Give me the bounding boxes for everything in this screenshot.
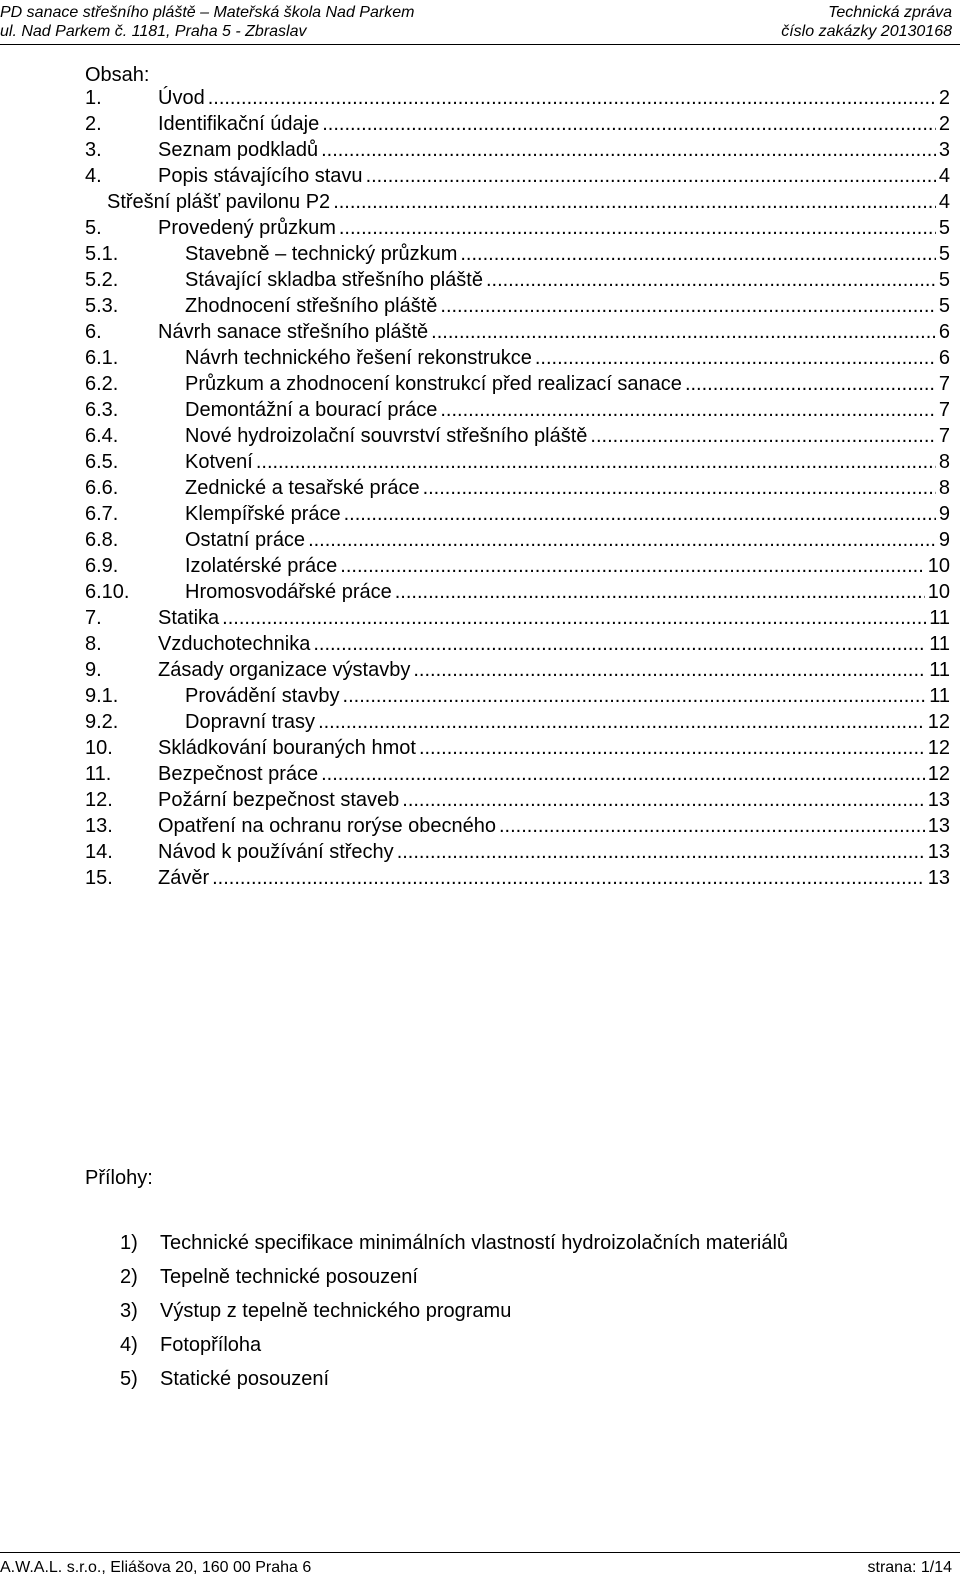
toc-page: 9 — [938, 529, 950, 551]
toc-text: Dopravní trasy — [185, 711, 316, 733]
toc-text: Zhodnocení střešního pláště — [185, 295, 438, 317]
attachments-list — [120, 1230, 788, 1400]
toc-item[interactable] — [85, 579, 950, 605]
toc-item[interactable] — [85, 839, 950, 865]
toc-item[interactable] — [85, 631, 950, 657]
toc-number: 8. — [85, 633, 102, 655]
toc-text: Návod k používání střechy — [158, 841, 394, 863]
toc-page: 10 — [927, 555, 950, 577]
toc-page: 12 — [927, 711, 950, 733]
toc-text: Skládkování bouraných hmot — [158, 737, 416, 759]
toc-leader — [321, 137, 936, 163]
attachment-text: Výstup z tepelně technického programu — [160, 1300, 512, 1322]
toc-leader — [440, 397, 936, 423]
toc-page: 7 — [938, 373, 950, 395]
toc-item[interactable] — [85, 345, 950, 371]
header-divider — [0, 44, 960, 45]
toc-item[interactable] — [85, 423, 950, 449]
toc-text: Provádění stavby — [185, 685, 340, 707]
toc-page: 11 — [929, 633, 950, 655]
toc-item[interactable] — [85, 709, 950, 735]
toc-number: 4. — [85, 165, 102, 187]
toc-leader — [222, 605, 926, 631]
toc-page: 13 — [927, 867, 950, 889]
toc-number: 2. — [85, 113, 102, 135]
toc-leader — [431, 319, 936, 345]
attachment-number: 2) — [120, 1266, 138, 1288]
toc-text: Požární bezpečnost staveb — [158, 789, 400, 811]
toc-text: Zednické a tesařské práce — [185, 477, 420, 499]
toc-leader — [322, 111, 936, 137]
toc-text: Návrh sanace střešního pláště — [158, 321, 429, 343]
toc-item[interactable] — [85, 761, 950, 787]
toc-item[interactable] — [85, 501, 950, 527]
toc-page: 13 — [927, 815, 950, 837]
toc-text: Úvod — [158, 87, 205, 109]
attachment-item — [120, 1298, 788, 1332]
toc-leader — [212, 865, 925, 891]
toc-number: 6.8. — [85, 529, 119, 551]
toc-page: 13 — [927, 789, 950, 811]
header-address: ul. Nad Parkem č. 1181, Praha 5 - Zbraslav — [0, 23, 307, 40]
toc-item[interactable] — [85, 371, 950, 397]
toc-text: Ostatní práce — [185, 529, 306, 551]
toc-leader — [313, 631, 926, 657]
toc-page: 10 — [927, 581, 950, 603]
toc-leader — [440, 293, 935, 319]
toc-leader — [685, 371, 936, 397]
table-of-contents — [85, 85, 950, 891]
toc-leader — [333, 189, 936, 215]
toc-title: Obsah: — [85, 64, 150, 86]
toc-number: 5.3. — [85, 295, 119, 317]
toc-text: Klempířské práce — [185, 503, 341, 525]
toc-number: 6.2. — [85, 373, 119, 395]
toc-page: 5 — [938, 243, 950, 265]
toc-item[interactable] — [85, 657, 950, 683]
toc-page: 5 — [938, 217, 950, 239]
attachment-item — [120, 1332, 788, 1366]
toc-item[interactable] — [85, 267, 950, 293]
toc-text: Stávající skladba střešního pláště — [185, 269, 483, 291]
toc-text: Provedený průzkum — [158, 217, 336, 239]
toc-number: 10. — [85, 737, 113, 759]
toc-number: 13. — [85, 815, 113, 837]
attachments-title: Přílohy: — [85, 1167, 153, 1189]
toc-item[interactable] — [85, 241, 950, 267]
toc-number: 6.1. — [85, 347, 119, 369]
toc-item[interactable] — [85, 527, 950, 553]
toc-leader — [486, 267, 936, 293]
attachment-text: Technické specifikace minimálních vlastností hydroizolačních materiálů — [160, 1232, 789, 1254]
toc-text: Kotvení — [185, 451, 253, 473]
toc-page: 6 — [938, 347, 950, 369]
toc-text: Demontážní a bourací práce — [185, 399, 438, 421]
toc-page: 9 — [938, 503, 950, 525]
toc-leader — [535, 345, 936, 371]
toc-number: 6.6. — [85, 477, 119, 499]
toc-text: Seznam podkladů — [158, 139, 319, 161]
toc-item[interactable] — [85, 189, 950, 215]
toc-page: 12 — [927, 737, 950, 759]
toc-page: 8 — [938, 477, 950, 499]
toc-page: 12 — [927, 763, 950, 785]
toc-number: 6.4. — [85, 425, 119, 447]
toc-page: 8 — [938, 451, 950, 473]
toc-page: 6 — [938, 321, 950, 343]
toc-text: Střešní plášť pavilonu P2 — [107, 191, 331, 213]
toc-item[interactable] — [85, 787, 950, 813]
toc-leader — [318, 709, 925, 735]
header-project-title: PD sanace střešního pláště – Mateřská škola Nad Parkem — [0, 4, 415, 21]
toc-number: 6.9. — [85, 555, 119, 577]
toc-item[interactable] — [85, 111, 950, 137]
toc-text: Stavebně – technický průzkum — [185, 243, 458, 265]
toc-number: 6.5. — [85, 451, 119, 473]
toc-leader — [460, 241, 936, 267]
toc-page: 3 — [938, 139, 950, 161]
toc-item[interactable] — [85, 553, 950, 579]
toc-text: Bezpečnost práce — [158, 763, 319, 785]
footer-divider — [0, 1552, 960, 1553]
footer-company: A.W.A.L. s.r.o., Eliášova 20, 160 00 Praha 6 — [0, 1559, 312, 1576]
attachment-number: 1) — [120, 1232, 138, 1254]
toc-text: Návrh technického řešení rekonstrukce — [185, 347, 532, 369]
toc-leader — [499, 813, 925, 839]
toc-page: 11 — [929, 685, 950, 707]
toc-leader — [402, 787, 924, 813]
toc-text: Opatření na ochranu rorýse obecného — [158, 815, 496, 837]
attachment-text: Fotopříloha — [160, 1334, 262, 1356]
toc-item[interactable] — [85, 735, 950, 761]
toc-leader — [344, 501, 936, 527]
header-order-number: číslo zakázky 20130168 — [781, 23, 952, 40]
toc-item[interactable] — [85, 683, 950, 709]
toc-page: 11 — [929, 659, 950, 681]
toc-leader — [321, 761, 925, 787]
toc-item[interactable] — [85, 85, 950, 111]
toc-page: 2 — [938, 87, 950, 109]
toc-leader — [423, 475, 936, 501]
toc-text: Vzduchotechnika — [158, 633, 311, 655]
toc-item[interactable] — [85, 605, 950, 631]
toc-text: Průzkum a zhodnocení konstrukcí před realizací sanace — [185, 373, 682, 395]
toc-leader — [366, 163, 936, 189]
toc-text: Izolatérské práce — [185, 555, 338, 577]
toc-number: 1. — [85, 87, 102, 109]
toc-leader — [339, 215, 936, 241]
toc-page: 4 — [938, 191, 950, 213]
toc-leader — [256, 449, 936, 475]
toc-number: 6.7. — [85, 503, 119, 525]
toc-number: 6. — [85, 321, 102, 343]
toc-number: 12. — [85, 789, 113, 811]
attachment-text: Tepelně technické posouzení — [160, 1266, 418, 1288]
attachment-item — [120, 1366, 788, 1400]
toc-text: Nové hydroizolační souvrství střešního pláště — [185, 425, 588, 447]
toc-number: 5.1. — [85, 243, 119, 265]
toc-item[interactable] — [85, 215, 950, 241]
toc-text: Popis stávajícího stavu — [158, 165, 363, 187]
toc-page: 2 — [938, 113, 950, 135]
toc-leader — [308, 527, 936, 553]
toc-item[interactable] — [85, 397, 950, 423]
toc-leader — [397, 839, 925, 865]
attachment-number: 4) — [120, 1334, 138, 1356]
toc-item[interactable] — [85, 163, 950, 189]
toc-number: 3. — [85, 139, 102, 161]
attachment-number: 3) — [120, 1300, 138, 1322]
toc-leader — [343, 683, 927, 709]
attachment-item — [120, 1230, 788, 1264]
toc-number: 15. — [85, 867, 113, 889]
toc-item[interactable] — [85, 293, 950, 319]
toc-number: 5.2. — [85, 269, 119, 291]
toc-text: Hromosvodářské práce — [185, 581, 392, 603]
toc-number: 11. — [85, 763, 112, 785]
toc-page: 5 — [938, 295, 950, 317]
toc-page: 4 — [938, 165, 950, 187]
toc-leader — [419, 735, 925, 761]
header-document-type: Technická zpráva — [828, 4, 952, 21]
toc-item[interactable] — [85, 319, 950, 345]
toc-page: 5 — [938, 269, 950, 291]
toc-number: 9.1. — [85, 685, 119, 707]
toc-number: 9.2. — [85, 711, 119, 733]
toc-item[interactable] — [85, 813, 950, 839]
attachment-number: 5) — [120, 1368, 138, 1390]
toc-number: 7. — [85, 607, 102, 629]
toc-item[interactable] — [85, 865, 950, 891]
toc-number: 5. — [85, 217, 102, 239]
toc-number: 6.10. — [85, 581, 130, 603]
toc-leader — [413, 657, 926, 683]
toc-leader — [590, 423, 935, 449]
attachment-item — [120, 1264, 788, 1298]
toc-item[interactable] — [85, 137, 950, 163]
toc-page: 13 — [927, 841, 950, 863]
toc-item[interactable] — [85, 449, 950, 475]
toc-number: 14. — [85, 841, 113, 863]
toc-page: 7 — [938, 399, 950, 421]
toc-item[interactable] — [85, 475, 950, 501]
toc-text: Identifikační údaje — [158, 113, 320, 135]
footer-page-number: strana: 1/14 — [867, 1559, 952, 1576]
toc-leader — [395, 579, 925, 605]
toc-text: Statika — [158, 607, 220, 629]
toc-text: Závěr — [158, 867, 210, 889]
toc-page: 7 — [938, 425, 950, 447]
toc-number: 9. — [85, 659, 102, 681]
toc-text: Zásady organizace výstavby — [158, 659, 411, 681]
toc-leader — [208, 85, 936, 111]
toc-page: 11 — [929, 607, 950, 629]
toc-leader — [340, 553, 924, 579]
toc-number: 6.3. — [85, 399, 119, 421]
attachment-text: Statické posouzení — [160, 1368, 329, 1390]
